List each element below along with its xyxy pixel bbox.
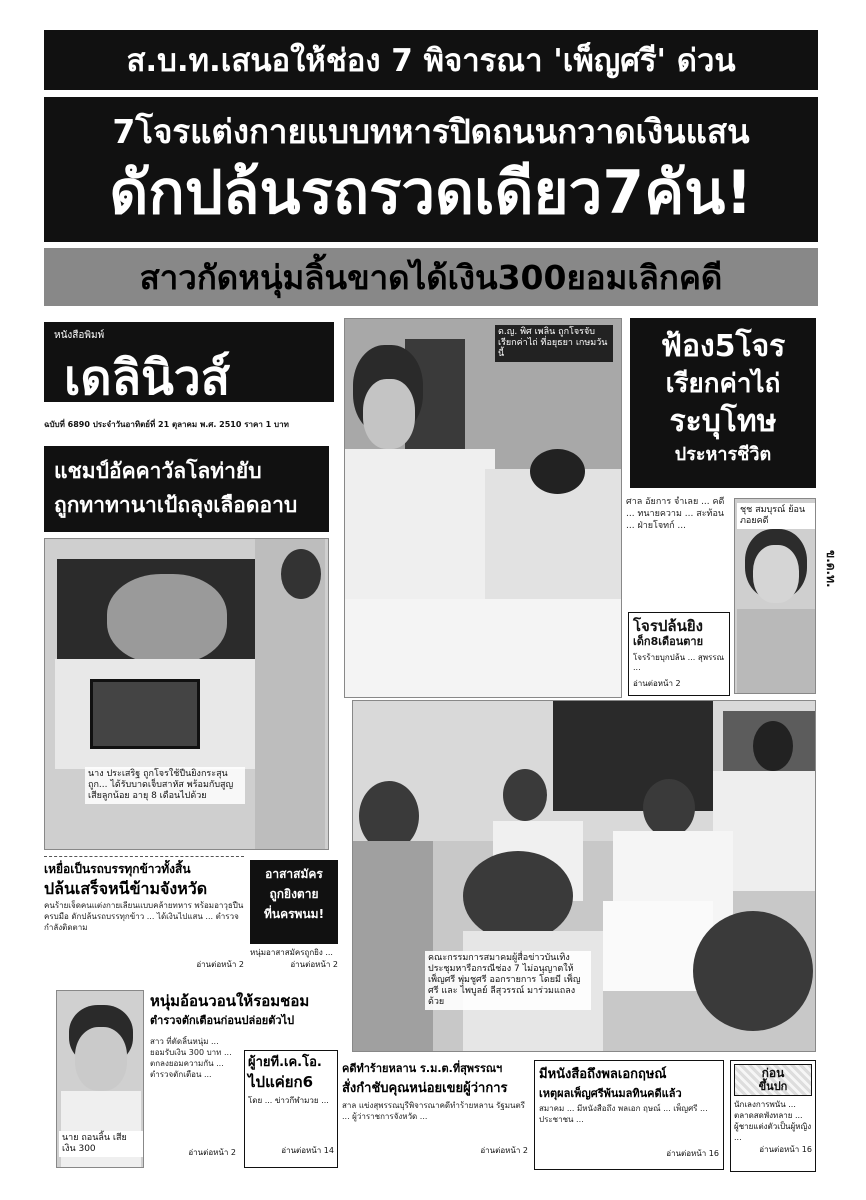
story-sue-headline xyxy=(630,318,816,488)
sidebar-box-item-1: ตลาดสดพังทลาย ... xyxy=(734,1111,803,1120)
photo-sue-caption: ชุช สมบุรณ์ ย้อนภอยคดี xyxy=(737,503,815,529)
story-lawyer-title-2: ไปแค่ยก6 xyxy=(248,1073,314,1091)
photo-hospital xyxy=(44,538,329,850)
photo-meeting-caption: คณะกรรมการสมาคมผู้สื่อข่าวบันเทิง ประชุมหารือกรณีช่อง 7 ไม่อนุญาตให้ เพ็ญศรี พุ่มชูศรี ออกรายการ โดยมี เพ็ญศรี และ ไพบูลย์ ลีสุวรรณ์ มาร่วมแถลงด้วย xyxy=(425,951,591,1010)
story-suphan-title-1: คดีทำร้ายหลาน ร.ม.ต.ที่สุพรรณฯ xyxy=(342,1062,503,1075)
story-rice xyxy=(44,856,244,980)
masthead-logo: เดลินิวส์ xyxy=(64,350,231,406)
story-volunteer-title-3: ที่นครพนม! xyxy=(263,907,325,921)
story-volunteer-title-1: อาสาสมัคร xyxy=(265,867,323,881)
robber-title-1: โจรปล้นยิง xyxy=(633,617,703,635)
story-sue-title-2: เรียกค่าไถ่ xyxy=(665,369,781,399)
robber-text: โจรร้ายบุกปล้น ... สุพรรณ ... xyxy=(633,653,725,672)
story-letter-title-2: เหตุผลเพ็ญศรีพ้นมลทินคดีแล้ว xyxy=(539,1087,682,1100)
story-rice-cont: อ่านต่อหน้า 2 xyxy=(196,960,244,969)
masthead xyxy=(44,322,334,406)
story-rice-title-1: เหยื่อเป็นรถบรรทุกข้าวทั้งสิ้น xyxy=(44,862,191,876)
sidebar-box xyxy=(730,1060,816,1172)
story-rice-title-2: ปล้นเสร็จหนีข้ามจังหวัด xyxy=(44,879,208,898)
headline-2: 7โจรแต่งกายแบบทหารปิดถนนกวาดเงินแสน xyxy=(112,112,750,151)
headline-top xyxy=(44,30,818,90)
sidebar-box-item-2: ผู้ชายแต่งตัวเป็นผู้หญิง ... xyxy=(734,1122,812,1142)
sidebar-box-header xyxy=(734,1064,812,1096)
story-letter xyxy=(534,1060,724,1170)
story-lawyer-text: โดย ... ข่าวกีฬามวย ... xyxy=(248,1096,329,1105)
story-sue-body: ศาล อัยการ จำเลย ... คดี ... ทนายความ ... สะท้อน ... ฝ่ายโจทก์ ... xyxy=(626,497,725,531)
story-volunteer-text: หนุ่มอาสาสมัครถูกยิง ... xyxy=(250,948,333,957)
story-champ-title-2: ถูกทาทานาเป้ถลุงเลือดอาบ xyxy=(54,493,298,517)
story-volunteer xyxy=(250,860,338,980)
robber-cont: อ่านต่อหน้า 2 xyxy=(633,679,681,688)
headline-block xyxy=(44,97,818,242)
photo-meeting xyxy=(352,700,816,1052)
side-vertical-label: ข.ด.ท. xyxy=(824,550,838,588)
story-young-body: สาว ที่ตัดลิ้นหนุ่ม ... ยอมรับเงิน 300 บาท ... ตกลงยอมความกัน ... ตำรวจตักเตือน ... xyxy=(150,1037,232,1079)
photo-young-caption: นาย ถอนลิ้น เสียเงิน 300 xyxy=(59,1131,143,1157)
story-sue-title-1: ฟ้อง5โจร xyxy=(660,329,786,364)
masthead-tagline: หนังสือพิมพ์ xyxy=(54,330,105,341)
story-young-title-1: หนุ่มอ้อนวอนให้รอมชอม xyxy=(150,992,310,1010)
story-suphan-title-2: สั่งกำชับคุณหน่อยเขยผู้ว่าการ xyxy=(342,1081,508,1096)
headline-gray xyxy=(44,248,818,306)
story-volunteer-cont: อ่านต่อหน้า 2 xyxy=(290,960,338,969)
photo-sue-person xyxy=(734,498,816,694)
sidebar-box-item-0: นักเลงการพนัน ... xyxy=(734,1100,796,1109)
story-suphan xyxy=(342,1060,528,1170)
story-lawyer-title-1: ผู้ายที.เค.โอ. xyxy=(248,1055,322,1070)
story-suphan-cont: อ่านต่อหน้า 2 xyxy=(480,1146,528,1155)
headline-gray-text: สาวกัดหนุ่มลิ้นขาดได้เงิน300ยอมเลิกคดี xyxy=(139,257,723,297)
story-volunteer-box xyxy=(250,860,338,944)
story-volunteer-title-2: ถูกยิงตาย xyxy=(269,887,319,901)
headline-top-text: ส.บ.ท.เสนอให้ช่อง 7 พิจารณา 'เพ็ญศรี' ด่วน xyxy=(126,43,736,79)
story-sue-title-4: ประหารชีวิต xyxy=(674,444,772,465)
story-letter-body: สมาคม ... มีหนังสือถึง พลเอก ฤษณ์ ... เพ็ญศรี ... ประชาชน ... xyxy=(539,1104,708,1124)
story-letter-cont: อ่านต่อหน้า 16 xyxy=(666,1149,719,1158)
robber-title-2: เด็ก8เดือนตาย xyxy=(633,635,704,648)
issue-line: ฉบับที่ 6890 ประจำวันอาทิตย์ที่ 21 ตุลาคม พ.ศ. 2510 ราคา 1 บาท xyxy=(44,420,289,429)
sidebar-box-header-2: ขึ้นปก xyxy=(758,1080,788,1093)
story-champ-title-1: แชมป์อัคคาวัลโลท่ายับ xyxy=(54,459,262,483)
photo-girl xyxy=(344,318,622,698)
sidebar-box-header-1: ก่อน xyxy=(761,1066,785,1080)
photo-top-caption: ด.ญ. พิศ เพลิน ถูกโจรจับเรียกค่าไถ่ ที่อยุธยา เกษมวันนี้ xyxy=(495,325,613,362)
story-rice-body: คนร้ายเจ็ดคนแต่งกายเลียนแบบคล้ายทหาร พร้อมอาวุธปืนครบมือ ดักปล้นรถบรรทุกข้าว ... ได้เงินไปแสน ... ตำรวจกำลังติดตาม xyxy=(44,901,244,932)
sidebar-box-cont: อ่านต่อหน้า 16 xyxy=(759,1145,812,1154)
story-suphan-body: สาล แข่งสุพรรณบุรีพิจารณาคดีทำร้ายหลาน รัฐมนตรี ... ผู้ว่าราชการจังหวัด ... xyxy=(342,1101,525,1121)
story-lawyer-cont: อ่านต่อหน้า 14 xyxy=(281,1146,334,1155)
robber-box xyxy=(628,612,730,696)
story-young-title-2: ตำรวจตักเตือนก่อนปล่อยตัวไป xyxy=(150,1014,295,1027)
photo-young-man xyxy=(56,990,144,1168)
story-lawyer xyxy=(244,1050,338,1168)
story-champ-headline xyxy=(44,446,329,532)
story-letter-title-1: มีหนังสือถึงพลเอกฤษณ์ xyxy=(539,1067,667,1082)
headline-main: ดักปล้นรถรวดเดียว7คัน! xyxy=(109,158,753,228)
story-sue-title-3: ระบุโทษ xyxy=(669,404,777,439)
story-young-cont: อ่านต่อหน้า 2 xyxy=(188,1148,236,1157)
photo-left-caption: นาง ประเสริฐ ถูกโจรใช้ปืนยิงกระสุนถูก... ได้รับบาดเจ็บสาหัส พร้อมกับสูญเสียลูกน้อย อายุ 8 เดือนไปด้วย xyxy=(85,767,245,804)
